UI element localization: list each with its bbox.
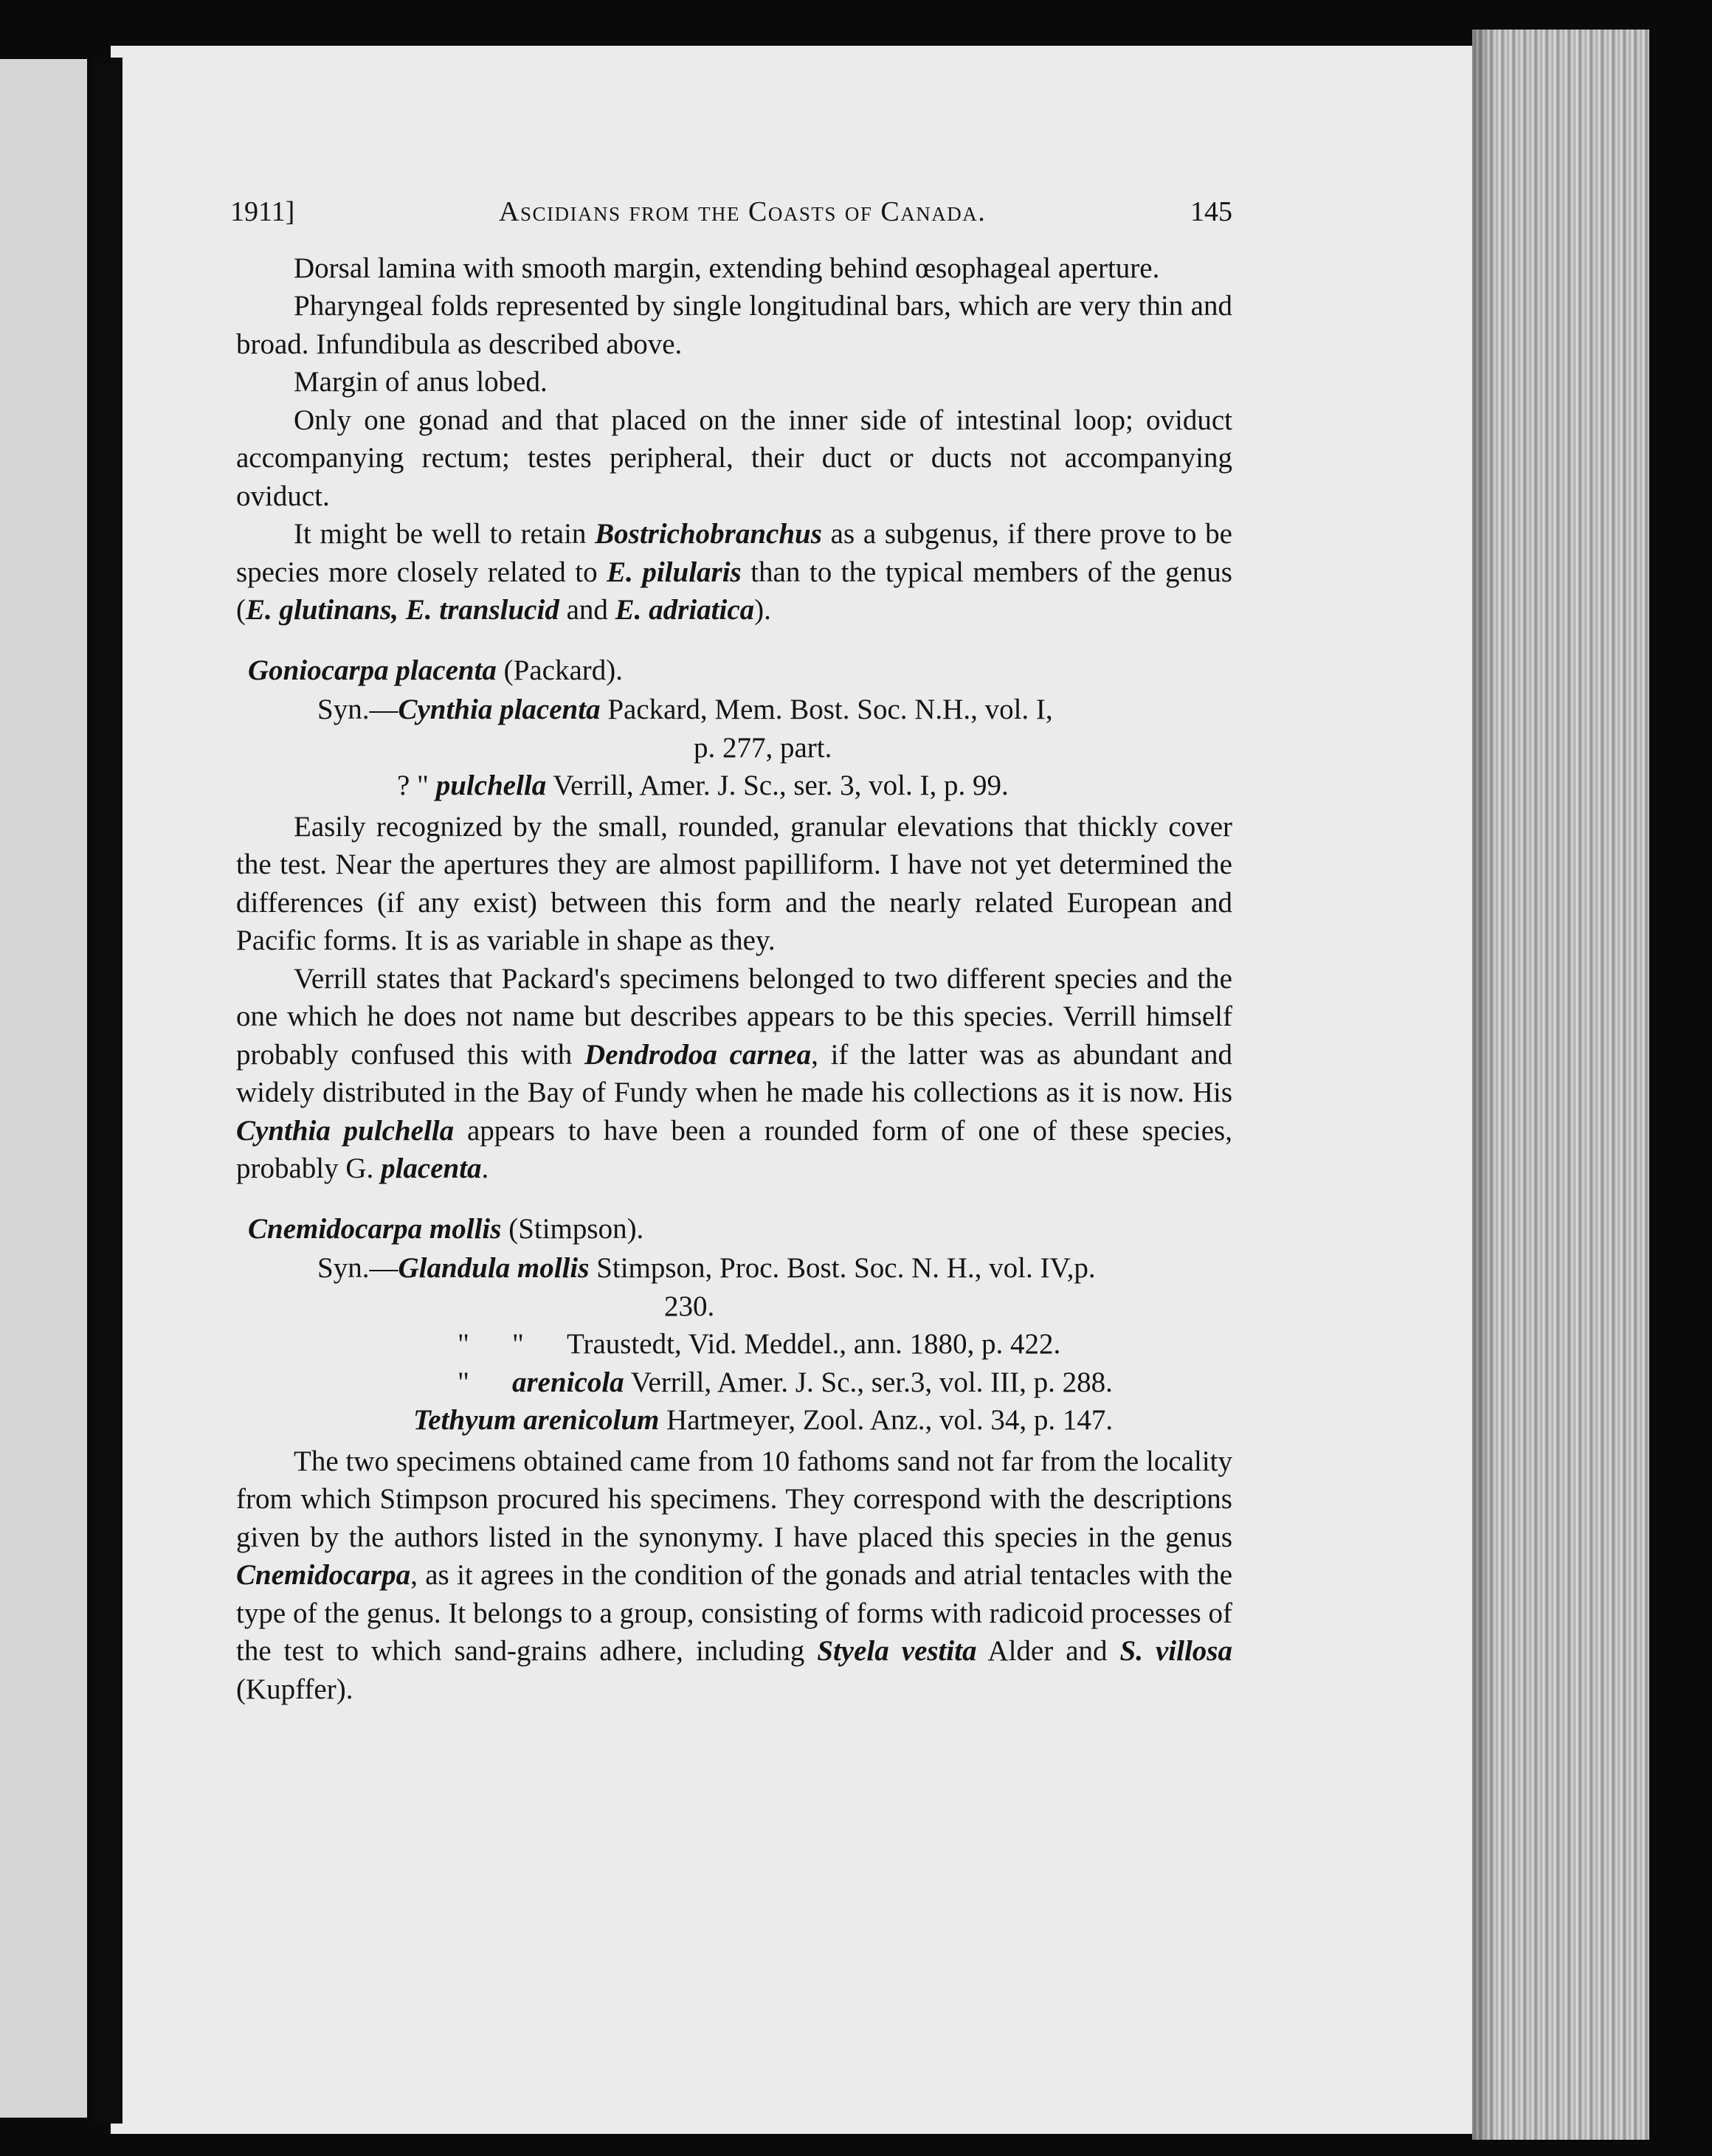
synonym-line-continued: 230. [664, 1290, 715, 1322]
text-run: Verrill states that Packard's specimens belonged to two different species and the one which he does not name but describes appears to be this species. Verrill himself probably confused this with [236, 962, 1232, 1071]
species-author: (Packard). [496, 654, 624, 686]
syn-prefix: Syn.— [317, 694, 398, 725]
species-heading-cnemidocarpa [248, 1210, 1232, 1248]
text-run: (Kupffer). [236, 1673, 353, 1705]
facing-page-edge [0, 59, 87, 2118]
text-run: Alder and [976, 1635, 1120, 1667]
italic-term: Styela vestita [817, 1635, 977, 1667]
paragraph-verrill [236, 960, 1232, 1188]
synonym-name: arenicola [512, 1366, 624, 1398]
text-run: , as it agrees in the condition of the gonads and atrial tentacles with the type of the genus. It belongs to a group, consisting of forms with radicoid processes of the test to which sand-grains adhere, including [236, 1559, 1232, 1667]
synonym-reference: Verrill, Amer. J. Sc., ser. 3, vol. I, p. 99. [546, 770, 1009, 801]
italic-term: Cnemidocarpa [236, 1559, 411, 1591]
running-title: Ascidians from the Coasts of Canada. [499, 196, 987, 227]
synonym-reference: Packard, Mem. Bost. Soc. N.H., vol. I, [600, 694, 1053, 725]
text-run: ). [754, 594, 771, 626]
ditto-mark: " [458, 1366, 469, 1398]
synonym-name: pulchella [435, 770, 547, 801]
synonym-line [458, 1364, 1232, 1402]
synonym-name: Tethyum arenicolum [413, 1404, 660, 1436]
italic-term: placenta [381, 1153, 482, 1184]
italic-term: Bostrichobranchus [595, 518, 822, 550]
paragraph-dorsal-lamina: Dorsal lamina with smooth margin, extending behind œsophageal aperture. [294, 252, 1160, 284]
species-author: (Stimpson). [501, 1212, 644, 1245]
paragraph-goniocarpa-description: Easily recognized by the small, rounded, granular elevations that thickly cover the test. Near the apertures they are almost papilliform. I have not yet determined the differences (if any exist) between this form and the nearly related European and Pacific forms. It is as variable in shape as they. [236, 810, 1232, 956]
synonym-line [397, 767, 1232, 805]
text-run: It might be well to retain [294, 518, 596, 550]
italic-term: E. adriatica [615, 594, 755, 626]
text-run: and [559, 594, 615, 626]
text-run: as a subgenus, if there prove to be species more closely related to [236, 518, 1232, 588]
syn-prefix: Syn.— [317, 1252, 398, 1284]
text-run: than to the typical members of the genus ( [236, 556, 1232, 626]
paragraph-gonad: Only one gonad and that placed on the inner side of intestinal loop; oviduct accompanying rectum; testes peripheral, their duct or ducts not accompanying oviduct. [236, 404, 1232, 512]
synonym-line [413, 1401, 1232, 1440]
synonym-reference: Hartmeyer, Zool. Anz., vol. 34, p. 147. [659, 1404, 1114, 1436]
text-run: appears to have been a rounded form of one of these species, probably G. [236, 1114, 1232, 1184]
species-heading-goniocarpa [248, 652, 1232, 690]
page-text [230, 193, 1232, 1708]
synonym-name: Cynthia placenta [398, 694, 601, 725]
paragraph-bostrichobranchus [236, 515, 1232, 629]
text-run: . [481, 1153, 489, 1184]
page-stack-shadow [1472, 30, 1494, 2140]
synonym-reference: Traustedt, Vid. Meddel., ann. 1880, p. 422. [567, 1328, 1061, 1360]
species-name: Cnemidocarpa mollis [248, 1212, 502, 1245]
text-run: The two specimens obtained came from 10 fathoms sand not far from the locality from which Stimpson procured his specimens. They correspond with the descriptions given by the authors listed in the synonymy. I have placed this species in the genus [236, 1445, 1232, 1553]
paragraph-anus: Margin of anus lobed. [294, 366, 548, 398]
species-name: Goniocarpa placenta [248, 654, 497, 686]
italic-term: E. glutinans, E. translucid [246, 594, 559, 626]
italic-term: S. villosa [1119, 1635, 1232, 1667]
synonym-reference: Stimpson, Proc. Bost. Soc. N. H., vol. IV,p. [589, 1252, 1096, 1284]
synonym-name: Glandula mollis [398, 1252, 590, 1284]
running-header [230, 193, 1232, 232]
ditto-mark: " [512, 1328, 524, 1360]
synonym-line [317, 1249, 1232, 1288]
ditto-mark: ? " [397, 770, 429, 801]
synonym-line-continued: p. 277, part. [694, 731, 832, 764]
synonym-line [458, 1325, 1232, 1364]
synonym-reference: Verrill, Amer. J. Sc., ser.3, vol. III, p. 288. [624, 1366, 1113, 1398]
italic-term: E. pilularis [607, 556, 742, 588]
paragraph-pharyngeal-folds: Pharyngeal folds represented by single longitudinal bars, which are very thin and broad. Infundibula as described above. [236, 290, 1232, 360]
ditto-mark: " [458, 1328, 469, 1360]
page-number: 145 [1190, 196, 1232, 227]
paragraph-cnemidocarpa-description [236, 1442, 1232, 1709]
book-gutter [93, 58, 122, 2124]
header-year: 1911] [230, 196, 295, 227]
italic-term: Dendrodoa carnea [584, 1038, 812, 1071]
page-stack-edge [1472, 30, 1649, 2140]
italic-term: Cynthia pulchella [236, 1114, 455, 1147]
synonym-line [317, 691, 1232, 729]
text-run: , if the latter was as abundant and widely distributed in the Bay of Fundy when he made his collections as it is now. His [236, 1038, 1232, 1108]
